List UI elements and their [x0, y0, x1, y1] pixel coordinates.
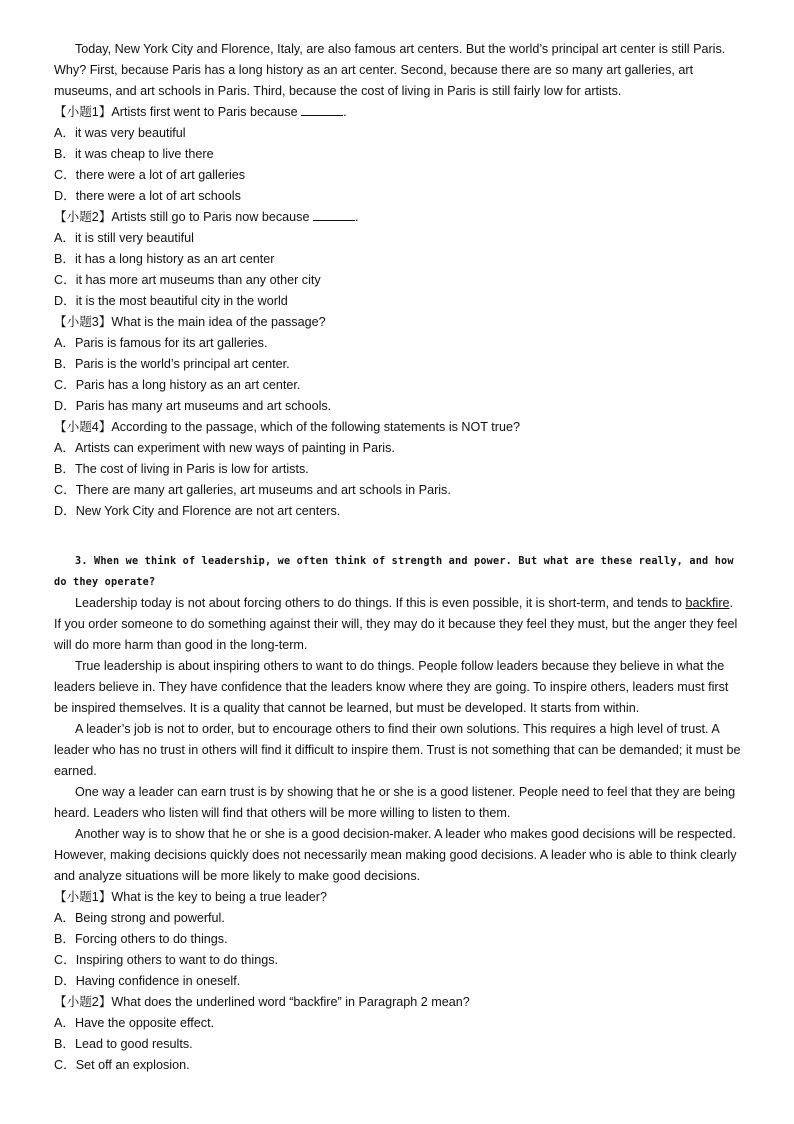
answer-blank — [313, 208, 355, 221]
option-c: C．Inspiring others to want to do things. — [54, 953, 279, 967]
option-c: C．There are many art galleries, art museums and art schools in Paris. — [54, 483, 451, 497]
passage3-number: 3. — [75, 556, 88, 567]
option-b: B．The cost of living in Paris is low for artists. — [54, 462, 309, 476]
option-d: D．there were a lot of art schools — [54, 189, 241, 203]
passage3-paragraph-5: Another way is to show that he or she is a good decision-maker. A leader who makes good decisions will be respected. However, making decisions quickly does not necessarily mean making good decisions. A leader who is able to think clearly and analyze situations will be more likely to make good decisions. — [54, 827, 737, 883]
option-a: A．Being strong and powerful. — [54, 911, 225, 925]
option-a: A．it is still very beautiful — [54, 231, 194, 245]
question-tag: 【小题1】 — [54, 890, 112, 904]
option-a: A．it was very beautiful — [54, 126, 186, 140]
question-tag: 【小题2】 — [54, 995, 112, 1009]
option-d: D．it is the most beautiful city in the world — [54, 294, 288, 308]
passage2-question-2 — [54, 207, 742, 312]
passage3-question-1 — [54, 887, 742, 992]
option-c: C．it has more art museums than any other city — [54, 273, 321, 287]
passage3-paragraph-4: One way a leader can earn trust is by showing that he or she is a good listener. People need to feel that they are being heard. Leaders who listen will find that others will be more willing to listen to them. — [54, 785, 736, 820]
answer-blank — [301, 103, 343, 116]
question-tag: 【小题4】 — [54, 420, 112, 434]
passage3-question-2 — [54, 992, 742, 1076]
question-stem: 【小题1】What is the key to being a true leader? — [54, 890, 328, 904]
passage3-title: 3. When we think of leadership, we often think of strength and power. But what are these really, and how do they operate? — [54, 556, 734, 588]
option-a: A．Have the opposite effect. — [54, 1016, 215, 1030]
question-tag: 【小题3】 — [54, 315, 112, 329]
question-tag: 【小题1】 — [54, 105, 112, 119]
option-c: C．Set off an explosion. — [54, 1058, 190, 1072]
option-b: B．Paris is the world’s principal art center. — [54, 357, 290, 371]
section-gap — [54, 522, 742, 551]
question-stem: 【小题2】Artists still go to Paris now because . — [54, 210, 359, 224]
option-c: C．Paris has a long history as an art center. — [54, 378, 301, 392]
option-a: A．Paris is famous for its art galleries. — [54, 336, 268, 350]
passage2-question-3 — [54, 312, 742, 417]
passage3-paragraph-1: Leadership today is not about forcing others to do things. If this is even possible, it is short-term, and tends to backfire. If you order someone to do something against their will, they may do it because they feel they must, but the anger they feel will do more harm than good in the long-term. — [54, 596, 738, 652]
passage2-question-1 — [54, 102, 742, 207]
passage3-paragraph-2: True leadership is about inspiring others to want to do things. People follow leaders because they believe in what the leaders believe in. They have confidence that the leaders know where they are going. To inspire others, leaders must first be inspired themselves. It is a quality that cannot be learned, but must be developed. It starts from within. — [54, 659, 729, 715]
passage2-closing-paragraph: Today, New York City and Florence, Italy, are also famous art centers. But the world’s principal art center is still Paris. Why? First, because Paris has a long history as an art center. Second, because there are so many art galleries, art museums, and art schools in Paris. Third, because the cost of living in Paris is still fairly low for artists. — [54, 42, 726, 98]
option-b: B．Forcing others to do things. — [54, 932, 228, 946]
option-b: B．Lead to good results. — [54, 1037, 193, 1051]
option-d: D．New York City and Florence are not art centers. — [54, 504, 341, 518]
option-d: D．Paris has many art museums and art schools. — [54, 399, 332, 413]
question-stem: 【小题3】What is the main idea of the passage? — [54, 315, 326, 329]
option-c: C．there were a lot of art galleries — [54, 168, 246, 182]
question-stem: 【小题1】Artists first went to Paris because . — [54, 105, 347, 119]
underlined-word: backfire — [685, 596, 730, 610]
passage3-paragraph-3: A leader’s job is not to order, but to encourage others to find their own solutions. This requires a high level of trust. A leader who has no trust in others will find it difficult to inspire them. Trust is not something that can be demanded; it must be earned. — [54, 722, 741, 778]
question-tag: 【小题2】 — [54, 210, 112, 224]
option-d: D．Having confidence in oneself. — [54, 974, 241, 988]
option-a: A．Artists can experiment with new ways of painting in Paris. — [54, 441, 395, 455]
question-stem: 【小题4】According to the passage, which of the following statements is NOT true? — [54, 420, 520, 434]
option-b: B．it has a long history as an art center — [54, 252, 275, 266]
passage2-question-4 — [54, 417, 742, 522]
question-stem: 【小题2】What does the underlined word “backfire” in Paragraph 2 mean? — [54, 995, 470, 1009]
option-b: B．it was cheap to live there — [54, 147, 214, 161]
